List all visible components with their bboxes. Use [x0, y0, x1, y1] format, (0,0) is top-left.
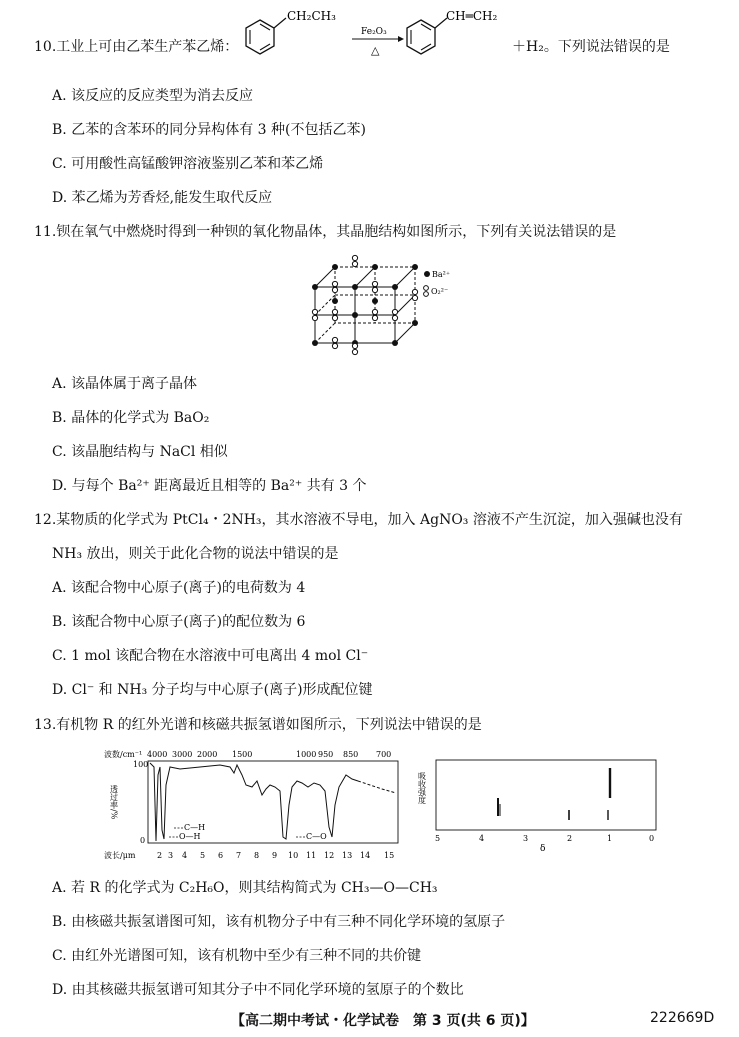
q12-number: 12. — [34, 512, 57, 528]
ir-wn-1000: 1000 — [296, 750, 317, 759]
q12-option-d: D. Cl⁻ 和 NH₃ 分子均与中心原子(离子)形成配位键 — [52, 682, 373, 698]
footer-title: 【高二期中考试・化学试卷 第 3 页(共 6 页)】 — [231, 1013, 535, 1029]
ir-curve — [150, 763, 358, 841]
ir-spectrum-figure — [100, 745, 410, 863]
q10-stem-post: ＋H₂。下列说法错误的是 — [512, 39, 670, 55]
nmr-x-3: 3 — [523, 834, 529, 843]
nmr-x-2: 2 — [567, 834, 573, 843]
q11-option-b: B. 晶体的化学式为 BaO₂ — [52, 410, 210, 426]
ir-x-ticks — [157, 851, 394, 860]
q10-option-a: A. 该反应的反应类型为消去反应 — [52, 88, 254, 104]
q12-stem-line2: NH₃ 放出，则关于此化合物的说法中错误的是 — [52, 546, 339, 562]
q13-option-b: B. 由核磁共振氢谱图可知，该有机物分子中有三种不同化学环境的氢原子 — [52, 914, 506, 930]
q10-reaction-figure — [238, 6, 533, 72]
q11-stem-text: 钡在氧气中燃烧时得到一种钡的氧化物晶体，其晶胞结构如图所示，下列有关说法错误的是 — [56, 224, 617, 240]
nmr-spectrum-figure — [418, 756, 663, 856]
q13-stem — [34, 716, 482, 734]
q12-stem — [34, 511, 683, 529]
q11-option-c: C. 该晶胞结构与 NaCl 相似 — [52, 444, 228, 460]
nmr-x-1: 1 — [607, 834, 613, 843]
ir-x-3: 3 — [168, 851, 174, 860]
q13-option-d: D. 由其核磁共振氢谱可知其分子中不同化学环境的氢原子的个数比 — [52, 982, 464, 998]
nmr-peaks — [498, 768, 610, 820]
ir-x-8: 8 — [254, 851, 260, 860]
q13-option-c: C. 由红外光谱图可知，该有机物中至少有三种不同的共价键 — [52, 948, 422, 964]
ir-curve-dashed — [358, 781, 396, 793]
q10-stem — [34, 38, 238, 56]
heat-label: △ — [371, 44, 380, 57]
ir-wn-950: 950 — [318, 750, 334, 759]
ir-x-12: 12 — [324, 851, 335, 860]
ir-annot-co: C—O — [306, 832, 327, 841]
ir-wavenumber-label: 波数/cm⁻¹ — [104, 750, 143, 759]
ir-x-10: 10 — [288, 851, 299, 860]
nmr-x-ticks — [435, 834, 654, 843]
ir-wn-850: 850 — [343, 750, 359, 759]
nmr-x-label: δ — [540, 844, 546, 854]
legend-ba: Ba²⁺ — [432, 270, 451, 279]
q11-option-d: D. 与每个 Ba²⁺ 距离最近且相等的 Ba²⁺ 共有 3 个 — [52, 478, 367, 494]
ir-x-7: 7 — [236, 851, 242, 860]
nmr-y-label: 吸收强度 — [418, 772, 427, 804]
ir-wn-2000: 2000 — [197, 750, 218, 759]
q11-number: 11. — [34, 224, 57, 240]
q11-stem — [34, 223, 616, 241]
ir-x-11: 11 — [306, 851, 317, 860]
legend-o: O₂²⁻ — [431, 287, 449, 296]
q10-option-b: B. 乙苯的含苯环的同分异构体有 3 种(不包括乙苯) — [52, 122, 366, 138]
ir-x-4: 4 — [182, 851, 188, 860]
ir-y-top: 100 — [133, 760, 149, 769]
nmr-x-5: 5 — [435, 834, 441, 843]
nmr-y-label-group — [418, 772, 427, 805]
nmr-x-0: 0 — [649, 834, 655, 843]
ir-wn-1500: 1500 — [232, 750, 253, 759]
ir-x-13: 13 — [342, 851, 353, 860]
ir-annot-ch: C—H — [184, 823, 206, 832]
ir-x-5: 5 — [200, 851, 206, 860]
q12-option-a: A. 该配合物中心原子(离子)的电荷数为 4 — [52, 580, 306, 596]
ir-x-2: 2 — [157, 851, 163, 860]
q10-number: 10. — [34, 39, 57, 55]
ir-x-15: 15 — [384, 851, 395, 860]
ir-wn-700: 700 — [376, 750, 392, 759]
ir-wavenumber-ticks — [147, 750, 391, 759]
ir-x-6: 6 — [218, 851, 224, 860]
footer-code: 222669D — [650, 1010, 715, 1026]
q11-crystal-cell-figure — [305, 253, 455, 357]
q10-option-c: C. 可用酸性高锰酸钾溶液鉴别乙苯和苯乙烯 — [52, 156, 324, 172]
q12-stem-line1: 某物质的化学式为 PtCl₄・2NH₃，其水溶液不导电，加入 AgNO₃ 溶液不产生沉淀，加入强碱也没有 — [56, 512, 683, 528]
q13-option-a: A. 若 R 的化学式为 C₂H₆O，则其结构简式为 CH₃—O—CH₃ — [52, 880, 438, 896]
catalyst-label: Fe₂O₃ — [361, 27, 387, 37]
ir-x-label: 波长/μm — [104, 851, 136, 860]
q11-option-a: A. 该晶体属于离子晶体 — [52, 376, 198, 392]
q13-stem-text: 有机物 R 的红外光谱和核磁共振氢谱如图所示，下列说法中错误的是 — [56, 717, 482, 733]
ir-annot-oh: O—H — [179, 832, 201, 841]
ir-wn-3000: 3000 — [172, 750, 193, 759]
nmr-x-4: 4 — [479, 834, 485, 843]
ir-x-14: 14 — [360, 851, 371, 860]
ir-wn-4000: 4000 — [147, 750, 168, 759]
ir-x-9: 9 — [272, 851, 278, 860]
q12-option-b: B. 该配合物中心原子(离子)的配位数为 6 — [52, 614, 306, 630]
q10-stem-pre: 工业上可由乙苯生产苯乙烯： — [56, 39, 239, 55]
q13-number: 13. — [34, 717, 57, 733]
q12-option-c: C. 1 mol 该配合物在水溶液中可电离出 4 mol Cl⁻ — [52, 648, 369, 664]
reactant-substituent: CH₂CH₃ — [287, 9, 336, 23]
product-substituent: CH═CH₂ — [446, 9, 498, 23]
q10-option-d: D. 苯乙烯为芳香烃,能发生取代反应 — [52, 190, 273, 206]
peroxide-ions — [312, 255, 417, 354]
ir-y-bottom: 0 — [140, 836, 146, 845]
ir-y-label: 透过率/% — [109, 785, 119, 820]
